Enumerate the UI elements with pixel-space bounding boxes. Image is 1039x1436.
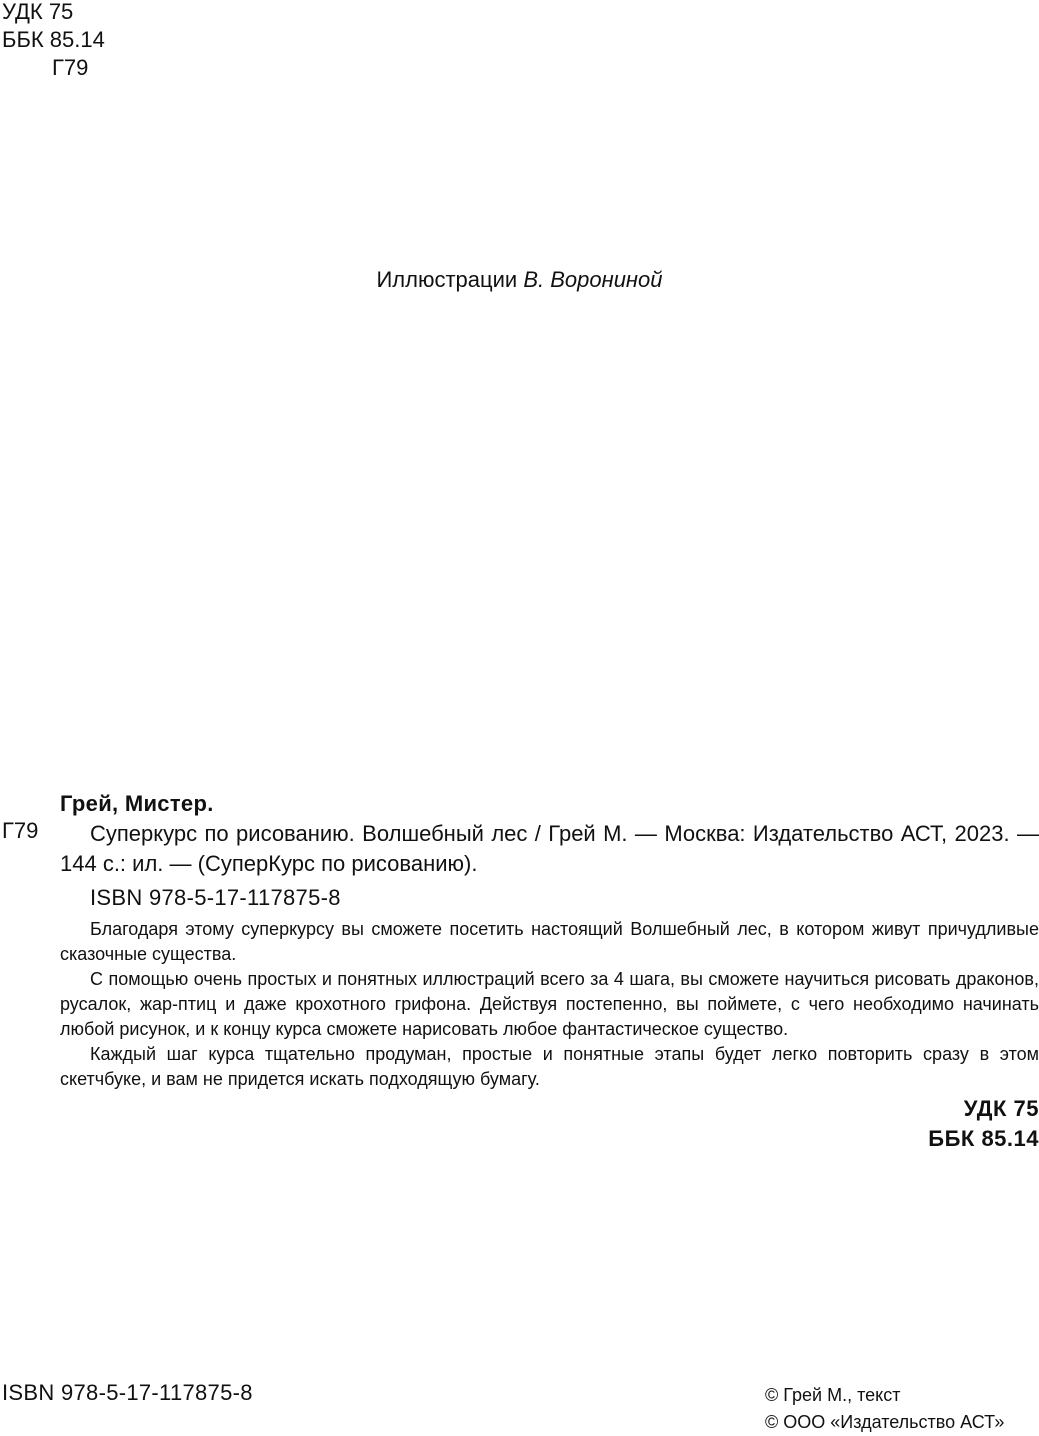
udk-code: УДК 75 (2, 0, 74, 24)
catalog-card (60, 789, 1039, 1154)
card-udk-code: УДК 75 (963, 1096, 1039, 1121)
illustrations-credit (0, 265, 1039, 295)
illustrator-name: В. Ворониной (523, 267, 663, 292)
copyright-publisher: © ООО «Издательство АСТ» (765, 1412, 1005, 1432)
annotation-paragraph: С помощью очень простых и понятных иллюстраций всего за 4 шага, вы сможете научиться рисовать драконов, русалок, жар-птиц и даже крохотного грифона. Действуя постепенно, вы поймете, с чего необходимо начинать любой рисунок, и к концу курса сможете нарисовать любое фантастическое существо. (60, 969, 1039, 1039)
annotation-paragraph: Благодаря этому суперкурсу вы сможете посетить настоящий Волшебный лес, в котором живут причудливые сказочные существа. (60, 919, 1039, 964)
card-author-mark: Г79 (2, 818, 39, 843)
annotation (60, 917, 1039, 1092)
bibliographic-description: Суперкурс по рисованию. Волшебный лес / Грей М. — Москва: Издательство АСТ, 2023. — 144 с.: ил. — (СуперКурс по рисованию). (60, 821, 1039, 876)
card-classification-codes (60, 1094, 1039, 1154)
card-author: Грей, Мистер. (60, 791, 214, 816)
footer-isbn: ISBN 978-5-17-117875-8 (2, 1380, 253, 1405)
annotation-paragraph: Каждый шаг курса тщательно продуман, простые и понятные этапы будет легко повторить сразу в этом скетчбуке, и вам не придется искать подходящую бумагу. (60, 1044, 1039, 1089)
bbk-code: ББК 85.14 (2, 27, 105, 52)
top-classification-codes (2, 0, 105, 82)
illustrations-prefix: Иллюстрации (376, 267, 524, 292)
card-bbk-code: ББК 85.14 (928, 1126, 1039, 1151)
card-isbn: ISBN 978-5-17-117875-8 (90, 885, 341, 910)
copyright-author: © Грей М., текст (765, 1385, 901, 1405)
copyright-block (765, 1382, 1004, 1436)
author-mark: Г79 (52, 55, 89, 80)
